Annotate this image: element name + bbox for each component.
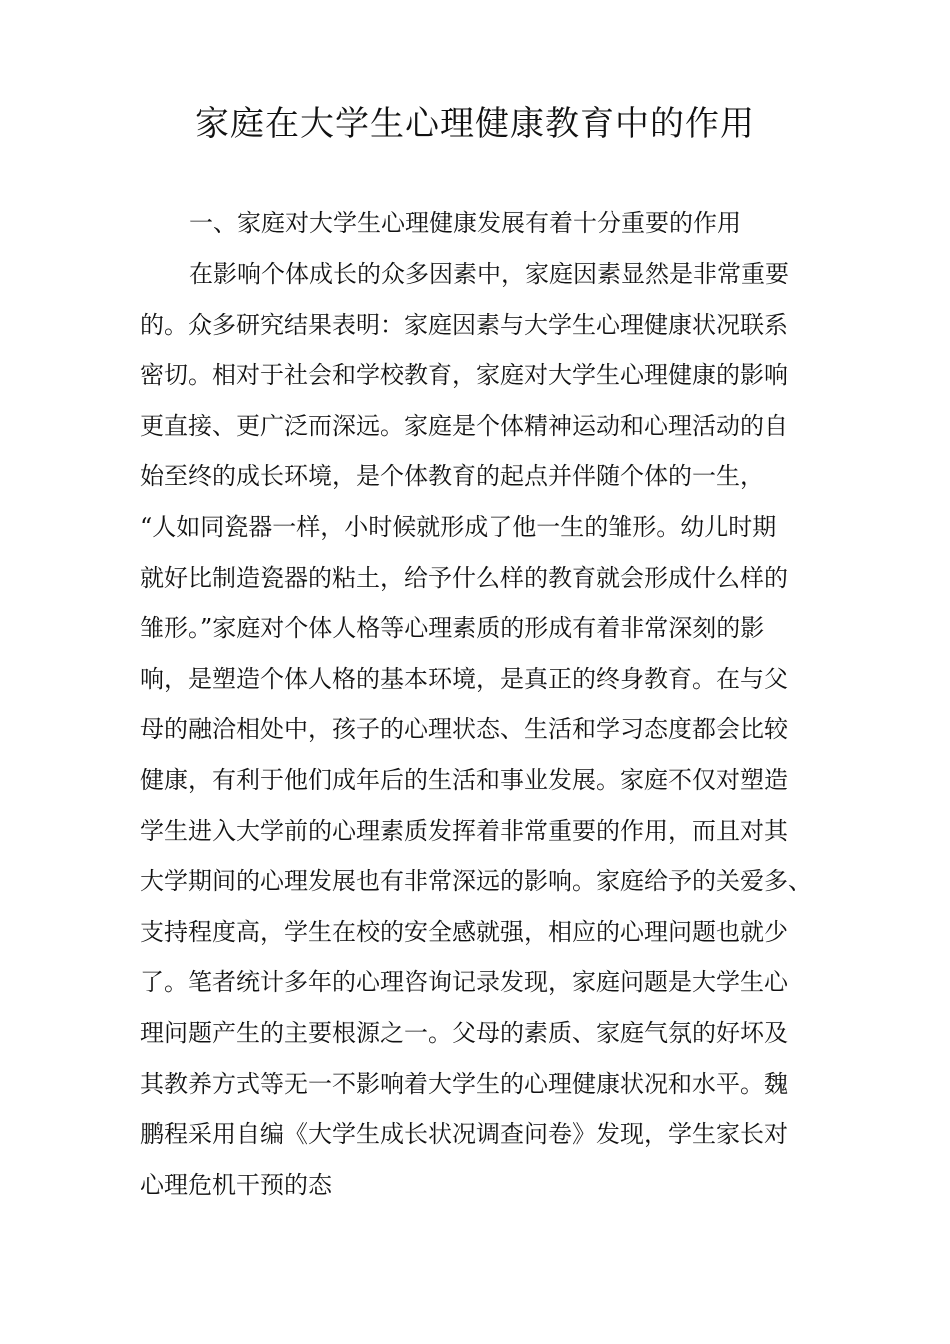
document-title: 家庭在大学生心理健康教育中的作用 (195, 104, 755, 144)
paragraph-line: 支持程度高，学生在校的安全感就强，相应的心理问题也就少 (140, 917, 788, 946)
paragraph-line: 学生进入大学前的心理素质发挥着非常重要的作用，而且对其 (140, 816, 788, 845)
paragraph-line: 的。众多研究结果表明：家庭因素与大学生心理健康状况联系 (140, 310, 788, 339)
paragraph-line: 理问题产生的主要根源之一。父母的素质、家庭气氛的好坏及 (140, 1018, 788, 1047)
paragraph-line: 了。笔者统计多年的心理咨询记录发现，家庭问题是大学生心 (140, 968, 788, 997)
paragraph-line: 心理危机干预的态 (140, 1170, 332, 1199)
paragraph-line: 始至终的成长环境，是个体教育的起点并伴随个体的一生， (140, 462, 764, 491)
section-heading: 一、家庭对大学生心理健康发展有着十分重要的作用 (189, 209, 741, 237)
body-paragraph (140, 249, 840, 1210)
paragraph-line: 更直接、更广泛而深远。家庭是个体精神运动和心理活动的自 (140, 411, 788, 440)
paragraph-line: 密切。相对于社会和学校教育，家庭对大学生心理健康的影响 (140, 361, 788, 390)
paragraph-line: 就好比制造瓷器的粘土，给予什么样的教育就会形成什么样的 (140, 563, 788, 592)
paragraph-line: “人如同瓷器一样，小时候就形成了他一生的雏形。幼儿时期 (140, 512, 777, 541)
paragraph-line: 健康，有利于他们成年后的生活和事业发展。家庭不仅对塑造 (140, 765, 788, 794)
paragraph-line: 大学期间的心理发展也有非常深远的影响。家庭给予的关爱多、 (140, 867, 812, 896)
paragraph-line: 响，是塑造个体人格的基本环境，是真正的终身教育。在与父 (140, 664, 788, 693)
paragraph-line: 雏形。”家庭对个体人格等心理素质的形成有着非常深刻的影 (140, 614, 765, 643)
paragraph-line: 其教养方式等无一不影响着大学生的心理健康状况和水平。魏 (140, 1069, 788, 1098)
paragraph-line: 在影响个体成长的众多因素中，家庭因素显然是非常重要 (189, 260, 789, 288)
paragraph-line: 母的融洽相处中，孩子的心理状态、生活和学习态度都会比较 (140, 715, 788, 744)
paragraph-line: 鹏程采用自编《大学生成长状况调查问卷》发现，学生家长对 (140, 1120, 788, 1149)
